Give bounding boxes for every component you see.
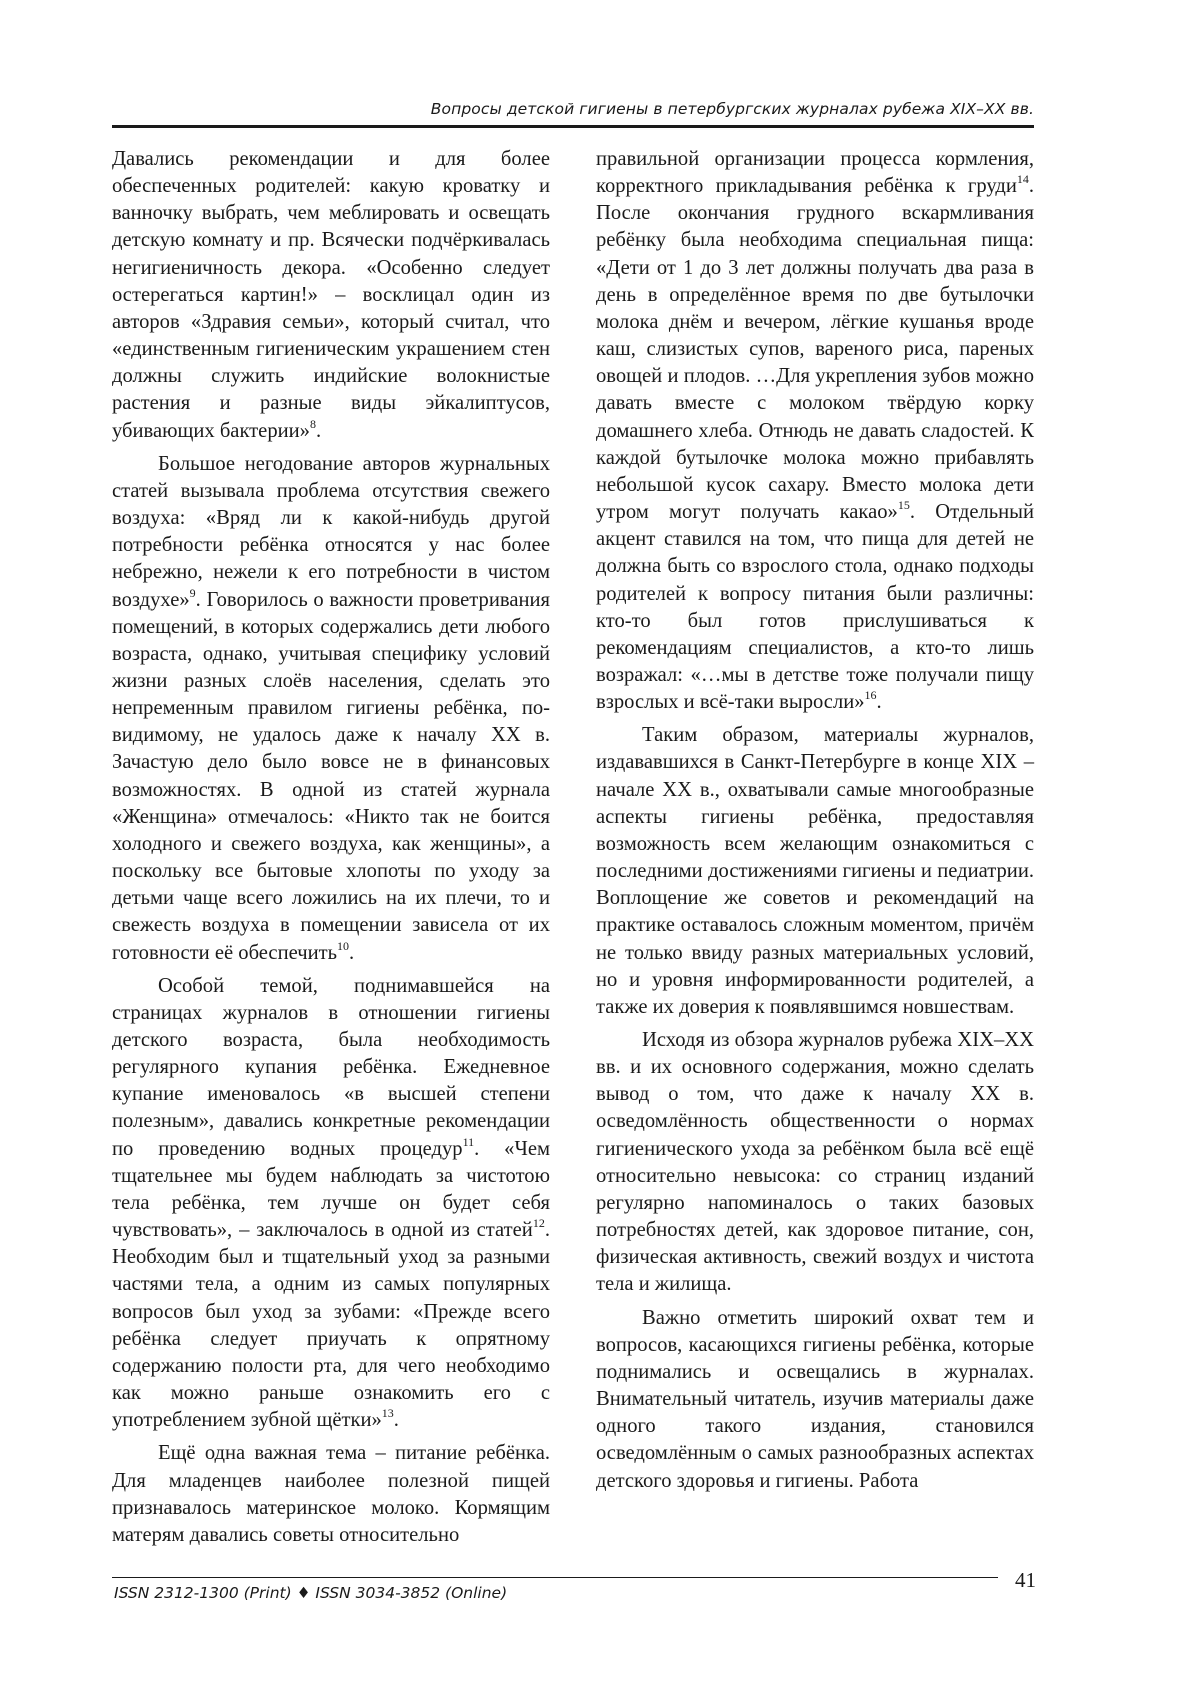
paragraph: [596, 146, 1034, 716]
footnote-ref: 11: [462, 1134, 475, 1149]
text-run: Давались рекомендации и для более обеспеченных родителей: какую кроватку и ванночку выбрать, чем меблировать и освещать детскую комнату и пр. Всячески подчёркивалась негигиеничность декора. «Особенно следует остерегаться картин!» – восклицал один из авторов «Здравия семьи», который считал, что «единственным гигиеническим украшением стен должны служить индийские волокнистые растения и разные виды эйкалиптусов, убивающих бактерии»: [112, 148, 550, 442]
footnote-ref: 12: [532, 1216, 545, 1231]
paragraph: [596, 722, 1034, 1021]
text-run: .: [315, 419, 322, 442]
text-run: правильной организации процесса кормления, корректного прикладывания ребёнка к груди: [596, 148, 1034, 198]
text-run: Исходя из обзора журналов рубежа XIX–XX вв. и их основного содержания, можно сделать вывод о том, что даже к началу XX в. осведомлённость общественности о нормах гигиенического ухода за ребёнком была всё ещё относительно невысока: со страниц изданий регулярно напоминалось о таких базовых потребностях детей, как здоровое питание, сон, физическая активность, свежий воздух и чистота тела и жилища.: [596, 1029, 1034, 1296]
text-run: Ещё одна важная тема – питание ребёнка. Для младенцев наиболее полезной пищей признавалось материнское молоко. Кормящим матерям давались советы относительно: [112, 1442, 550, 1546]
paragraph: [112, 451, 550, 967]
footnote-ref: 15: [897, 498, 910, 513]
text-run: . «Чем тщательнее мы будем наблюдать за чистотою тела ребёнка, тем лучше он будет себя чувствовать», – заключалось в одной из статей: [112, 1137, 550, 1242]
text-run: Большое негодование авторов журнальных статей вызывала проблема отсутствия свежего воздуха: «Вряд ли к какой-нибудь другой потребности ребёнка относятся у нас более небрежно, нежели к его потребности в чистом воздухе»: [112, 452, 550, 611]
footnote-ref: 8: [309, 416, 316, 431]
paragraph: [112, 973, 550, 1435]
footnote-ref: 16: [864, 688, 877, 703]
text-run: .: [393, 1409, 399, 1432]
footer-issn: ISSN 2312-1300 (Print) ♦ ISSN 3034-3852 (Online): [114, 1584, 508, 1602]
paragraph: [596, 1027, 1034, 1299]
paragraph: [112, 1440, 550, 1549]
footer-rule: [112, 1577, 998, 1578]
paragraph: [112, 146, 550, 445]
footnote-ref: 10: [337, 938, 349, 953]
footnote-ref: 9: [189, 585, 196, 600]
running-header: Вопросы детской гигиены в петербургских журналах рубежа XIX–XX вв.: [430, 100, 1034, 118]
left-column: [112, 146, 550, 1549]
text-run: Особой темой, поднимавшейся на страницах журналов в отношении гигиены детского возраста, была необходимость регулярного купания ребёнка. Ежедневное купание именовалось «в высшей степени полезным», давались конкретные рекомендации по проведению водных процедур: [112, 974, 550, 1160]
page-number: 41: [1015, 1568, 1036, 1592]
footnote-ref: 14: [1016, 172, 1029, 187]
text-run: .: [349, 941, 355, 964]
text-run: Важно отметить широкий охват тем и вопросов, касающихся гигиены ребёнка, которые поднимались и освещались в журналах. Внимательный читатель, изучив материалы даже одного такого издания, становился осведомлённым о самых разнообразных аспектах детского здоровья и гигиены. Работа: [596, 1306, 1034, 1492]
text-run: . Необходим был и тщательный уход за разными частями тела, а одним из самых популярных вопросов был уход за зубами: «Прежде всего ребёнка следует приучать к опрятному содержанию полости рта, для чего необходимо как можно раньше ознакомить его с употреблением зубной щётки»: [112, 1219, 550, 1432]
text-run: . После окончания грудного вскармливания ребёнку была необходима специальная пища: «Дети от 1 до 3 лет должны получать два раза в день в определённое время по две бутылочки молока днём и вечером, лёгкие кушанья вроде каш, слизистых супов, вареного риса, пареных овощей и плодов. …Для укрепления зубов можно давать вместе с молоком твёрдую корку домашнего хлеба. Отнюдь не давать сладостей. К каждой бутылочке молока можно прибавлять небольшой кусок сахару. Вместо молока дети утром могут получать какао»: [596, 175, 1034, 524]
text-run: . Говорилось о важности проветривания помещений, в которых содержались дети любого возраста, однако, учитывая специфику условий жизни разных слоёв населения, сделать это непременным правилом гигиены ребёнка, по-видимому, не удалось даже к началу XX в. Зачастую дело было вовсе не в финансовых возможностях. В одной из статей журнала «Женщина» отмечалось: «Никто так не боится холодного и свежего воздуха, как женщины», а поскольку все бытовые хлопоты по уходу за детьми чаще всего ложились на их плечи, то и свежесть воздуха в помещении зависела от их готовности её обеспечить: [112, 588, 550, 964]
paragraph: [596, 1305, 1034, 1495]
text-run: .: [876, 691, 882, 714]
text-run: Таким образом, материалы журналов, издававшихся в Санкт-Петербурге в конце XIX – начале XX в., охватывали самые многообразные аспекты гигиены ребёнка, предоставляя возможность всем желающим ознакомиться с последними достижениями гигиены и педиатрии. Воплощение же советов и рекомендаций на практике оставалось сложным моментом, причём не только ввиду разных материальных условий, но и уровня информированности родителей, а также их доверия к появлявшимся новшествам.: [596, 724, 1034, 1018]
header-rule: [112, 125, 1034, 128]
text-run: . Отдельный акцент ставился на том, что пища для детей не должна быть со взрослого стола, однако подходы родителей к вопросу питания были различны: кто-то был готов прислушиваться к рекомендациям специалистов, а кто-то лишь возражал: «…мы в детстве тоже получали пищу взрослых и всё-таки выросли»: [596, 501, 1035, 714]
footnote-ref: 13: [381, 1406, 394, 1421]
right-column: [596, 146, 1034, 1495]
